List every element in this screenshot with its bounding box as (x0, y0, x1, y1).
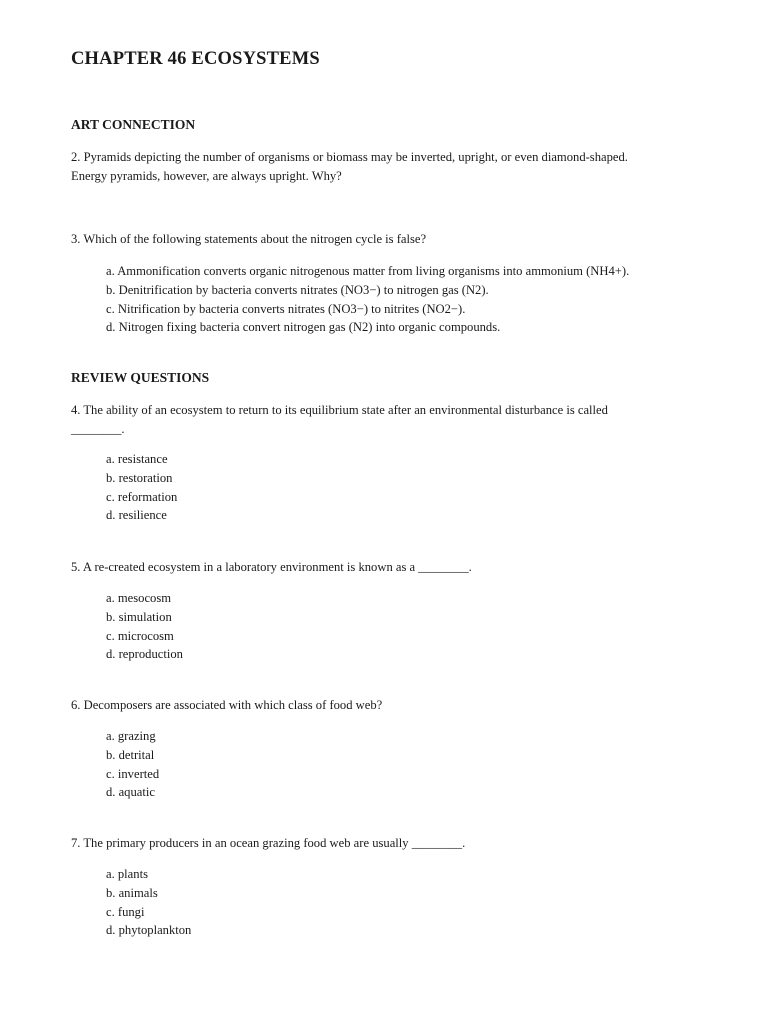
question-4-line-2: ________. (71, 421, 125, 436)
question-4-line-1: 4. The ability of an ecosystem to return to its equilibrium state after an environmental disturbance is called (71, 403, 608, 417)
question-5 (71, 558, 696, 577)
question-4-options (106, 450, 177, 525)
question-6 (71, 696, 696, 715)
question-7-options (106, 865, 191, 940)
option-6c: c. inverted (106, 766, 160, 781)
question-5-text: 5. A re-created ecosystem in a laboratory environment is known as a ________. (71, 560, 472, 574)
question-3 (71, 230, 696, 249)
option-7c: c. fungi (106, 904, 145, 919)
question-2 (71, 148, 696, 185)
question-2-line-2: Energy pyramids, however, are always upright. Why? (71, 168, 342, 183)
option-5a: a. mesocosm (106, 591, 172, 605)
question-6-options (106, 727, 159, 802)
option-7b: b. animals (106, 885, 158, 900)
question-5-options (106, 589, 183, 664)
question-2-line-1: 2. Pyramids depicting the number of organisms or biomass may be inverted, upright, or even diamond-shaped. (71, 150, 628, 164)
question-7 (71, 834, 696, 853)
option-7a: a. plants (106, 867, 148, 881)
option-4a: a. resistance (106, 452, 168, 466)
option-6a: a. grazing (106, 729, 156, 743)
question-6-text: 6. Decomposers are associated with which class of food web? (71, 698, 383, 712)
option-6b: b. detrital (106, 747, 155, 762)
question-4 (71, 401, 696, 438)
page-title: CHAPTER 46 ECOSYSTEMS (71, 49, 320, 69)
option-3a: a. Ammonification converts organic nitrogenous matter from living organisms into ammonium (NH4+). (106, 264, 630, 278)
option-4d: d. resilience (106, 508, 167, 523)
option-4c: c. reformation (106, 489, 178, 504)
option-3b: b. Denitrification by bacteria converts nitrates (NO3−) to nitrogen gas (N2). (106, 282, 489, 297)
question-3-options (106, 262, 629, 337)
question-3-text: 3. Which of the following statements about the nitrogen cycle is false? (71, 232, 427, 246)
option-4b: b. restoration (106, 470, 173, 485)
option-7d: d. phytoplankton (106, 923, 192, 938)
option-5d: d. reproduction (106, 647, 183, 662)
option-3d: d. Nitrogen fixing bacteria convert nitrogen gas (N2) into organic compounds. (106, 320, 501, 335)
option-3c: c. Nitrification by bacteria converts nitrates (NO3−) to nitrites (NO2−). (106, 301, 466, 316)
option-5b: b. simulation (106, 609, 172, 624)
option-6d: d. aquatic (106, 785, 155, 800)
question-7-text: 7. The primary producers in an ocean grazing food web are usually ________. (71, 836, 466, 850)
section-heading-art-connection: ART CONNECTION (71, 117, 196, 132)
option-5c: c. microcosm (106, 628, 174, 643)
section-heading-review-questions: REVIEW QUESTIONS (71, 370, 210, 385)
